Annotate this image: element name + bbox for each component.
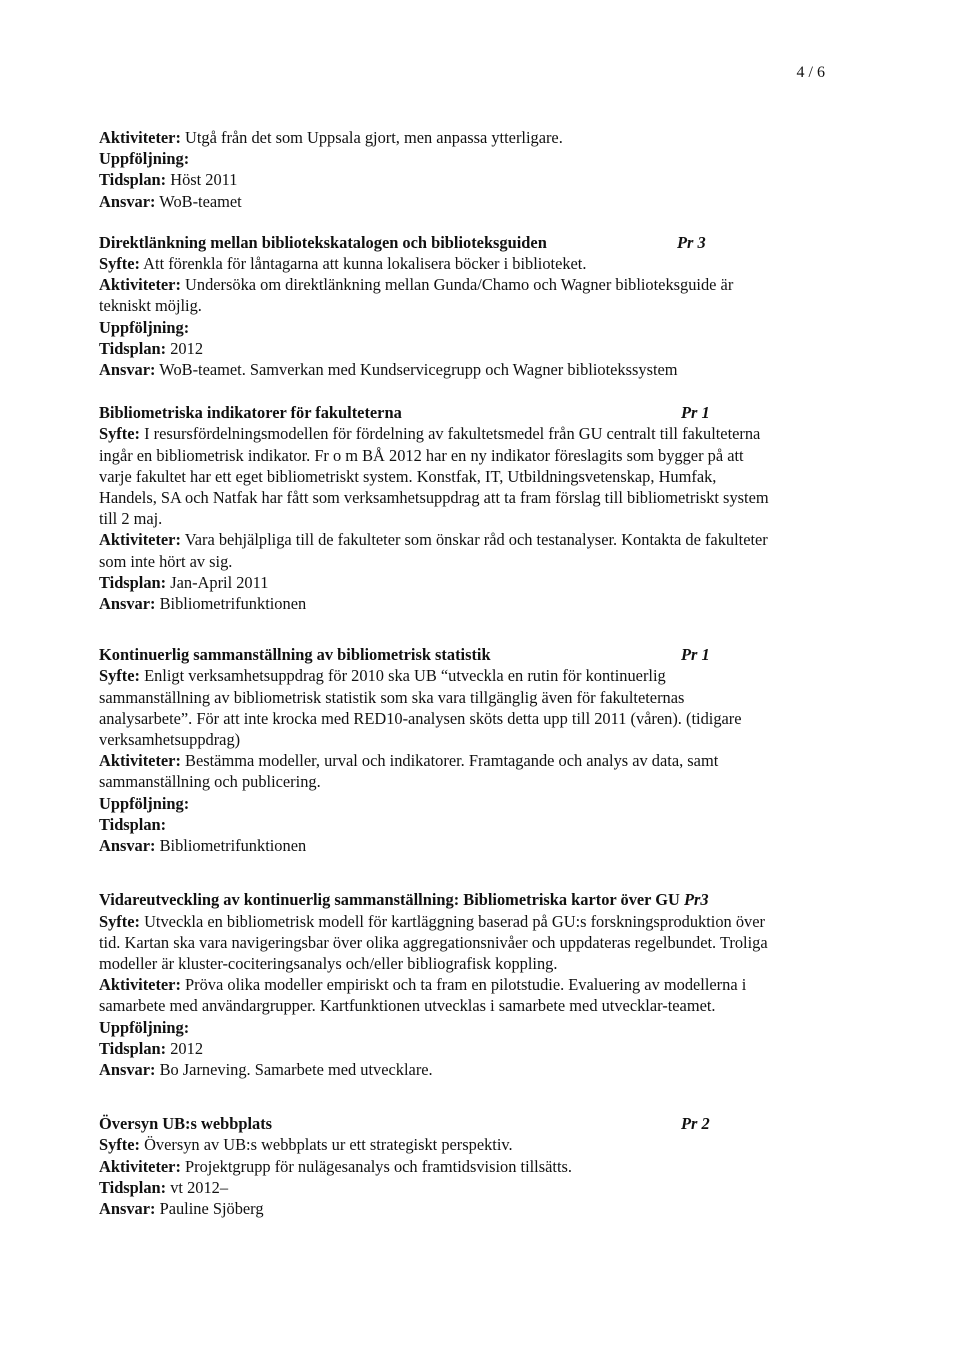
- responsible-text: WoB-teamet. Samverkan med Kundservicegrupp och Wagner bibliotekssystem: [159, 360, 678, 380]
- section-bibliometric-maps: [99, 889, 829, 1080]
- schedule-label: Tidsplan:: [99, 1038, 167, 1058]
- purpose-line: [99, 253, 829, 274]
- purpose-text-2: sammanställning av bibliometrisk statistik som ska vara tillgänglig även för fakulteternas: [99, 687, 685, 707]
- responsible-line: [99, 1059, 829, 1080]
- document-body: [99, 127, 829, 1219]
- schedule-label: Tidsplan:: [99, 814, 167, 834]
- schedule-label: Tidsplan:: [99, 170, 167, 190]
- responsible-label: Ansvar:: [99, 191, 156, 211]
- activities-text-1: Undersöka om direktlänkning mellan Gunda/Chamo och Wagner biblioteksguide är: [185, 275, 734, 295]
- activities-text-1: Vara behjälpliga till de fakulteter som önskar råd och testanalyser. Kontakta de fakulteter: [184, 530, 768, 550]
- section-title: [99, 889, 829, 910]
- schedule-line: [99, 338, 829, 359]
- purpose-label: Syfte:: [99, 1135, 140, 1155]
- purpose-line: [99, 1134, 829, 1155]
- responsible-text: Bo Jarneving. Samarbete med utvecklare.: [159, 1059, 433, 1079]
- schedule-text: 2012: [170, 338, 204, 358]
- purpose-line: [99, 665, 829, 686]
- section-website-review: [99, 1113, 829, 1219]
- purpose-text-2: tid. Kartan ska vara navigeringsbar över olika aggregationsnivåer och uppdateras regelbundet. Troliga: [99, 932, 768, 952]
- activities-label: Aktiviteter:: [99, 128, 181, 147]
- activities-line: [99, 274, 829, 295]
- schedule-line: [99, 169, 829, 190]
- purpose-text-3: analysarbete”. För att inte krocka med RED10-analysen sköts detta upp till 2011 (våren). (tidigare: [99, 708, 742, 728]
- responsible-line: [99, 835, 829, 856]
- activities-text: Projektgrupp för nulägesanalys och framtidsvision tillsätts.: [185, 1156, 572, 1176]
- purpose-text: Översyn av UB:s webbplats ur ett strategiskt perspektiv.: [144, 1135, 513, 1155]
- activities-label: Aktiviteter:: [99, 530, 181, 550]
- responsible-label: Ansvar:: [99, 594, 156, 614]
- section-uppsala: [99, 127, 829, 212]
- activities-text-2: som inte hört av sig.: [99, 551, 233, 571]
- responsible-line: [99, 1198, 829, 1219]
- activities-line: [99, 750, 829, 771]
- activities-line: [99, 127, 829, 148]
- purpose-text-1: Enligt verksamhetsuppdrag för 2010 ska UB “utveckla en rutin för kontinuerlig: [144, 666, 666, 686]
- schedule-text: Jan-April 2011: [170, 572, 269, 592]
- purpose-label: Syfte:: [99, 911, 140, 931]
- purpose-text-1: I resursfördelningsmodellen för fördelning av fakultetsmedel från GU centralt till fakulteterna: [144, 424, 761, 444]
- section-title-text: Översyn UB:s webbplats: [99, 1114, 273, 1134]
- purpose-text-5: till 2 maj.: [99, 509, 163, 529]
- section-title-text: Direktlänkning mellan bibliotekskatalogen och biblioteksguiden: [99, 232, 547, 252]
- activities-text-1: Bestämma modeller, urval och indikatorer. Framtagande och analys av data, samt: [185, 751, 719, 771]
- activities-label: Aktiviteter:: [99, 975, 181, 995]
- schedule-label: Tidsplan:: [99, 572, 167, 592]
- responsible-label: Ansvar:: [99, 1198, 156, 1218]
- purpose-line: [99, 423, 829, 444]
- priority-label: Pr3: [683, 890, 709, 910]
- followup-label: Uppföljning:: [99, 1017, 190, 1037]
- purpose-text-4: Handels, SA och Natfak har fått som verksamhetsuppdrag att ta fram förslag till bibliometriskt system: [99, 488, 769, 508]
- activities-line: [99, 974, 829, 995]
- section-bibliometric-statistics: [99, 644, 829, 856]
- schedule-text: 2012: [170, 1038, 204, 1058]
- responsible-label: Ansvar:: [99, 360, 156, 380]
- section-title: [99, 1113, 829, 1134]
- activities-line: [99, 1156, 829, 1177]
- priority-label: Pr 3: [677, 232, 706, 252]
- schedule-line: [99, 1177, 829, 1198]
- activities-label: Aktiviteter:: [99, 275, 181, 295]
- section-direct-linking: [99, 232, 829, 380]
- purpose-text-3: modeller är kluster-cociteringsanalys och/eller bibliografisk koppling.: [99, 953, 558, 973]
- section-title: [99, 644, 829, 665]
- responsible-line: [99, 191, 829, 212]
- schedule-label: Tidsplan:: [99, 1177, 167, 1197]
- purpose-text-4: verksamhetsuppdrag): [99, 730, 241, 750]
- section-title-text: Vidareutveckling av kontinuerlig sammanställning: Bibliometriska kartor över GU: [99, 890, 680, 910]
- purpose-label: Syfte:: [99, 254, 140, 274]
- schedule-text: Höst 2011: [170, 170, 238, 190]
- priority-label: Pr 1: [681, 403, 710, 423]
- purpose-text-2: ingår en bibliometrisk indikator. Fr o m BÅ 2012 har en ny indikator föreslagits som bygger på att: [99, 445, 744, 465]
- activities-text: Utgå från det som Uppsala gjort, men anpassa ytterligare.: [185, 128, 563, 147]
- purpose-text-3: varje fakultet har ett eget bibliometriskt system. Konstfak, IT, Utbildningsvetenskap, Humfak,: [99, 466, 717, 486]
- section-title: [99, 402, 829, 423]
- priority-label: Pr 2: [681, 1114, 710, 1134]
- schedule-label: Tidsplan:: [99, 338, 167, 358]
- page-number: 4 / 6: [796, 64, 825, 81]
- followup-label: Uppföljning:: [99, 149, 190, 169]
- responsible-text: WoB-teamet: [159, 191, 242, 211]
- priority-label: Pr 1: [681, 645, 710, 665]
- responsible-text: Bibliometrifunktionen: [159, 594, 307, 614]
- followup-label: Uppföljning:: [99, 793, 190, 813]
- responsible-label: Ansvar:: [99, 1059, 156, 1079]
- schedule-line: [99, 572, 829, 593]
- activities-label: Aktiviteter:: [99, 1156, 181, 1176]
- activities-text-2: tekniskt möjlig.: [99, 296, 202, 316]
- purpose-line: [99, 911, 829, 932]
- section-title-text: Kontinuerlig sammanställning av bibliometrisk statistik: [99, 645, 491, 665]
- purpose-label: Syfte:: [99, 666, 140, 686]
- purpose-label: Syfte:: [99, 424, 140, 444]
- activities-text-1: Pröva olika modeller empiriskt och ta fram en pilotstudie. Evaluering av modellerna i: [185, 975, 747, 995]
- responsible-text: Pauline Sjöberg: [159, 1198, 264, 1218]
- activities-line: [99, 529, 829, 550]
- activities-text-2: samarbete med användargrupper. Kartfunktionen utvecklas i samarbete med utvecklar-teamet.: [99, 996, 716, 1016]
- section-bibliometric-indicators: [99, 402, 829, 614]
- purpose-text: Att förenkla för låntagarna att kunna lokalisera böcker i biblioteket.: [143, 254, 587, 274]
- section-title: [99, 232, 829, 253]
- activities-label: Aktiviteter:: [99, 751, 181, 771]
- responsible-label: Ansvar:: [99, 836, 156, 856]
- purpose-text-1: Utveckla en bibliometrisk modell för kartläggning baserad på GU:s forskningsproduktion över: [144, 911, 765, 931]
- responsible-line: [99, 359, 829, 380]
- responsible-text: Bibliometrifunktionen: [159, 836, 307, 856]
- activities-text-2: sammanställning och publicering.: [99, 772, 321, 792]
- schedule-text: vt 2012–: [170, 1177, 229, 1197]
- responsible-line: [99, 593, 829, 614]
- section-title-text: Bibliometriska indikatorer för fakulteterna: [99, 403, 402, 423]
- schedule-line: [99, 1038, 829, 1059]
- followup-label: Uppföljning:: [99, 317, 190, 337]
